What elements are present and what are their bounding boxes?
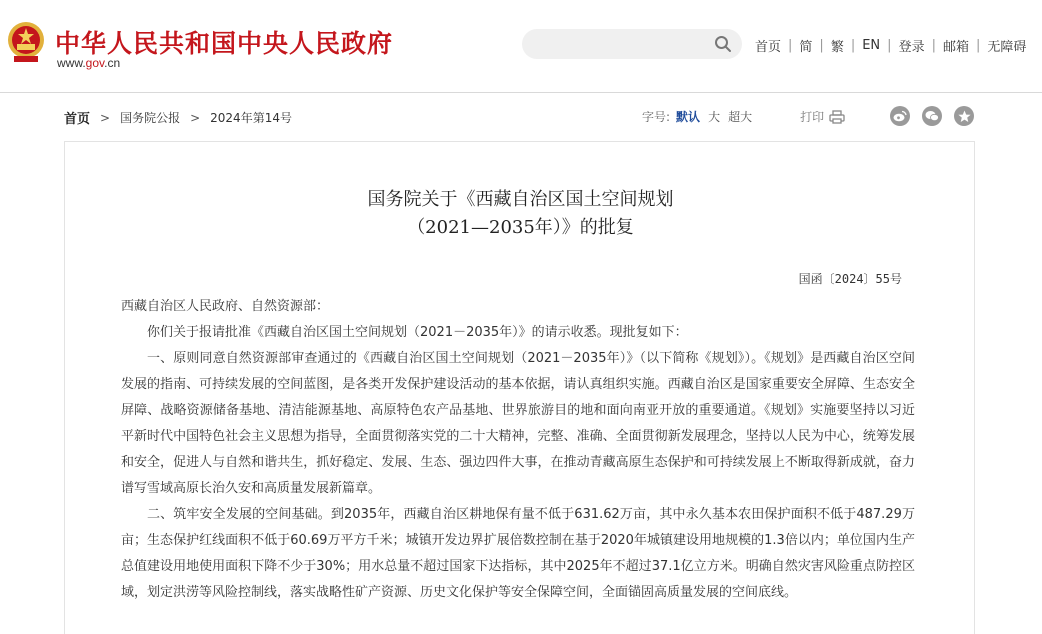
nav-home-link[interactable]: 首页 (755, 40, 782, 55)
font-size-default-button[interactable]: 默认 (676, 110, 701, 124)
nav-traditional-link[interactable]: 繁 (830, 40, 844, 55)
wechat-icon (925, 110, 939, 122)
breadcrumb (64, 108, 292, 127)
nav-accessibility-link[interactable]: 无障碍 (987, 40, 1027, 55)
font-size-xlarge-button[interactable]: 超大 (728, 110, 753, 124)
nav-separator: | (850, 38, 856, 53)
nav-login-link[interactable]: 登录 (898, 40, 925, 55)
site-url-prefix: www. (57, 56, 86, 70)
article-container (64, 141, 975, 634)
font-size-large-button[interactable]: 大 (708, 110, 721, 124)
font-size-label: 字号: (642, 110, 671, 124)
nav-english-link[interactable]: EN (862, 38, 881, 53)
breadcrumb-arrow-icon: > (100, 110, 111, 125)
paragraph-intro: 你们关于报请批准《西藏自治区国土空间规划（2021－2035年）》的请示收悉。现批复如下： (147, 325, 688, 340)
top-nav (755, 36, 1026, 55)
search-box (522, 29, 742, 59)
article-tools (642, 108, 845, 125)
article-title-line-1: 国务院关于《西藏自治区国土空间规划 (367, 189, 674, 210)
nav-separator: | (819, 38, 824, 53)
national-emblem-icon[interactable] (6, 20, 46, 64)
site-url (57, 56, 120, 70)
article-title-line-2: （2021—2035年）》的批复 (407, 217, 634, 238)
search-input[interactable] (522, 29, 702, 59)
printer-icon[interactable] (829, 110, 845, 124)
nav-simplified-link[interactable]: 简 (799, 40, 813, 55)
weibo-icon (893, 110, 907, 122)
salutation: 西藏自治区人民政府、自然资源部： (121, 299, 330, 314)
document-number: 国函〔2024〕55号 (798, 272, 902, 286)
paragraph-section-2: 二、筑牢安全发展的空间基础。到2035年，西藏自治区耕地保有量不低于631.62万亩，其中永久基本农田保护面积不低于487.29万亩；生态保护红线面积不低于60.69万平方千米；城镇开发边界扩展倍数控制在基于2020年城镇建设用地规模的1.3倍以内；单位国内生产总值建设用地使用面积下降不少于30%；用水总量不超过国家下达指标，其中2025年不超过37.1亿立方米。明确自然灾害风险重点防控区域，划定洪涝等风险控制线，落实战略性矿产资源、历史文化保护等安全保障空间，全面锚固高质量发展的空间底线。 (121, 507, 915, 600)
nav-separator: | (788, 38, 793, 53)
nav-separator: | (931, 38, 936, 53)
article-body (121, 294, 915, 606)
article-title (65, 186, 976, 242)
breadcrumb-gazette-link[interactable]: 国务院公报 (120, 111, 181, 125)
site-title[interactable]: 中华人民共和国中央人民政府 (55, 29, 394, 58)
star-icon (958, 110, 971, 123)
weibo-share-icon[interactable] (890, 106, 910, 126)
header-divider (0, 92, 1042, 93)
search-icon[interactable] (714, 35, 732, 53)
breadcrumb-home-link[interactable]: 首页 (64, 112, 91, 127)
site-header (0, 0, 1042, 92)
paragraph-section-1: 一、原则同意自然资源部审查通过的《西藏自治区国土空间规划（2021－2035年）》（以下简称《规划》）。《规划》是西藏自治区空间发展的指南、可持续发展的空间蓝图，是各类开发保护建设活动的基本依据，请认真组织实施。西藏自治区是国家重要安全屏障、生态安全屏障、战略资源储备基地、清洁能源基地、高原特色农产品基地、世界旅游目的地和面向南亚开放的重要通道。《规划》实施要坚持以习近平新时代中国特色社会主义思想为指导，全面贯彻落实党的二十大精神，完整、准确、全面贯彻新发展理念，坚持以人民为中心，统筹发展和安全，促进人与自然和谐共生，抓好稳定、发展、生态、强边四件大事，在推动青藏高原生态保护和可持续发展上不断取得新成就，奋力谱写雪域高原长治久安和高质量发展新篇章。 (121, 351, 915, 496)
breadcrumb-issue-link[interactable]: 2024年第14号 (210, 111, 292, 125)
breadcrumb-arrow-icon: > (190, 110, 201, 125)
site-url-highlight: gov (85, 56, 105, 70)
wechat-share-icon[interactable] (922, 106, 942, 126)
favorite-share-icon[interactable] (954, 106, 974, 126)
print-button[interactable]: 打印 (800, 110, 825, 124)
site-url-suffix: .cn (104, 56, 121, 70)
nav-mail-link[interactable]: 邮箱 (942, 40, 969, 55)
nav-separator: | (975, 38, 981, 53)
nav-separator: | (887, 38, 892, 53)
